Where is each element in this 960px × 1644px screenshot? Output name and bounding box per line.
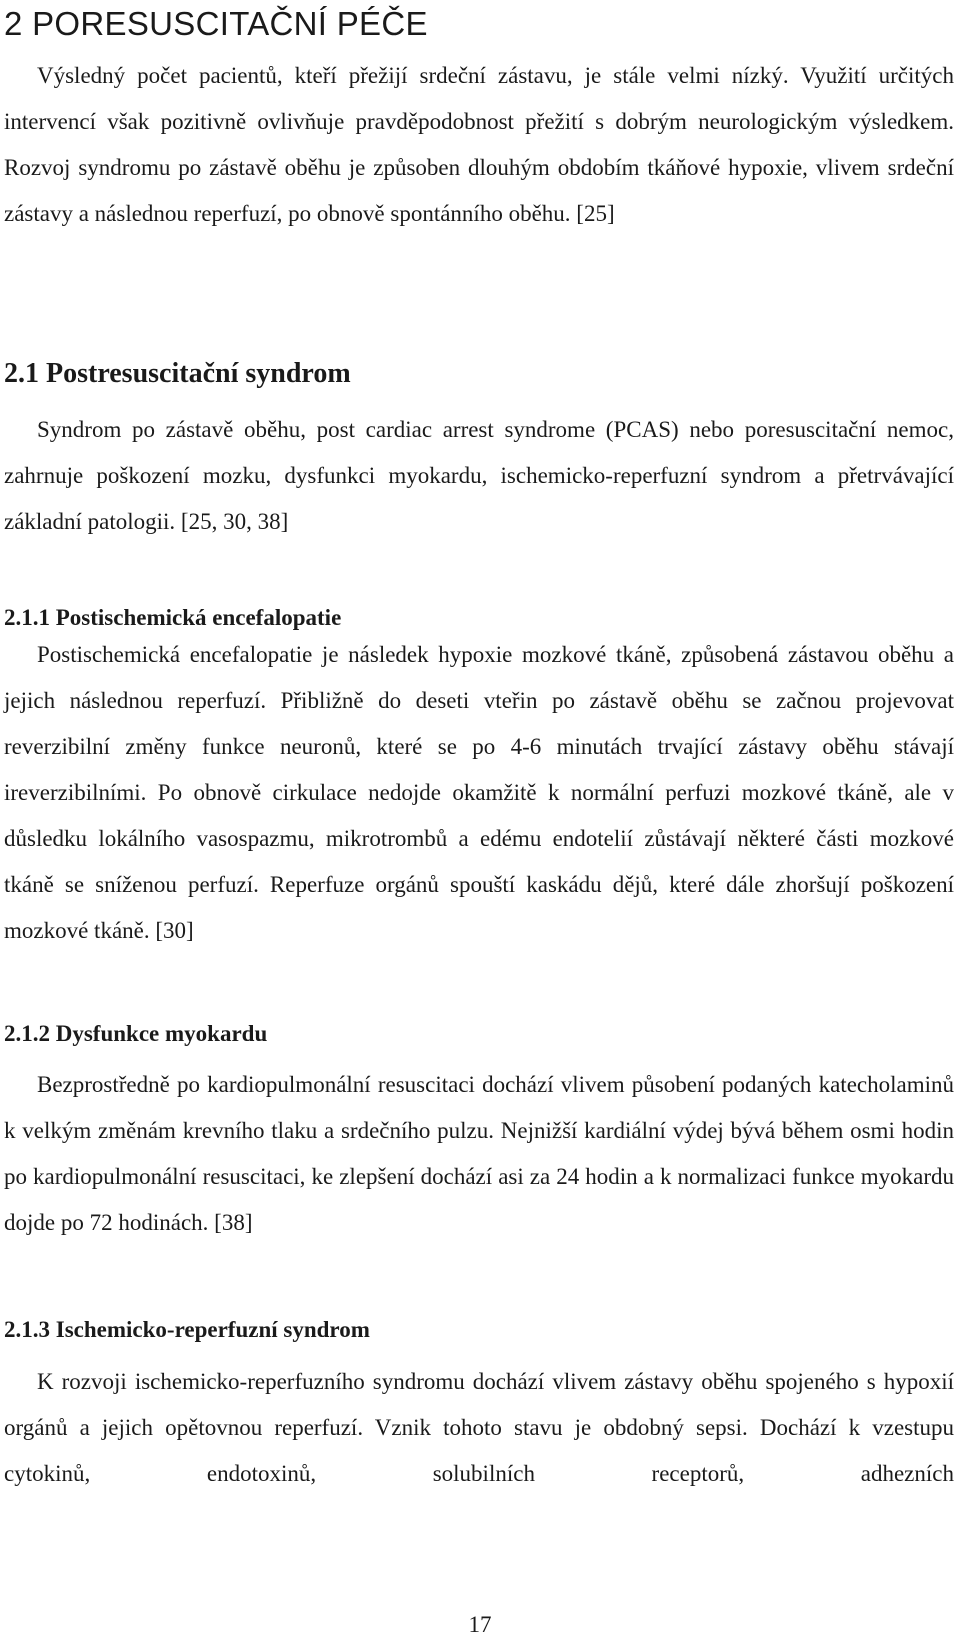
section-2-1-1-paragraph [4, 632, 954, 954]
page-number: 17 [468, 1612, 492, 1637]
section-2-1-paragraph [4, 407, 954, 545]
section-2-1-2-paragraph [4, 1062, 954, 1246]
section-2-1-2-heading: 2.1.2 Dysfunkce myokardu [4, 1021, 268, 1046]
section-2-1-3-heading: 2.1.3 Ischemicko-reperfuzní syndrom [4, 1317, 370, 1342]
section-2-1-heading: 2.1 Postresuscitační syndrom [4, 358, 351, 389]
section-2-1-text: Syndrom po zástavě oběhu, post cardiac arrest syndrome (PCAS) nebo poresuscitační nemoc, zahrnuje poškození mozku, dysfunkci myokardu, ischemicko-reperfuzní syndrom a přetrvávající základní patologii. [25, 30, 38] [4, 417, 954, 534]
section-2-1-3-text: K rozvoji ischemicko-reperfuzního syndromu dochází vlivem zástavy oběhu spojeného s hypoxií orgánů a jejich opětovnou reperfuzí. Vznik tohoto stavu je obdobný sepsi. Dochází k vzestupu cytokinů, endotoxinů, solubilních receptorů, adhezních [4, 1369, 954, 1486]
section-2-1-3-paragraph [4, 1359, 954, 1497]
section-2-1-1-heading: 2.1.1 Postischemická encefalopatie [4, 605, 342, 630]
section-2-1-2-text: Bezprostředně po kardiopulmonální resuscitaci dochází vlivem působení podaných katecholaminů k velkým změnám krevního tlaku a srdečního pulzu. Nejnižší kardiální výdej bývá během osmi hodin po kardiopulmonální resuscitaci, ke zlepšení dochází asi za 24 hodin a k normalizaci funkce myokardu dojde po 72 hodinách. [38] [4, 1072, 954, 1235]
chapter-title: 2 PORESUSCITAČNÍ PÉČE [4, 5, 428, 42]
section-2-1-1-text: Postischemická encefalopatie je následek hypoxie mozkové tkáně, způsobená zástavou oběhu a jejich následnou reperfuzí. Přibližně do deseti vteřin po zástavě oběhu se začnou projevovat reverzibilní změny funkce neuronů, které se po 4-6 minutách trvající zástavy oběhu stávají ireverzibilními. Po obnově cirkulace nedojde okamžitě k normální perfuzi mozkové tkáně, ale v důsledku lokálního vasospazmu, mikrotrombů a edému endotelií zůstávají některé části mozkové tkáně se sníženou perfuzí. Reperfuze orgánů spouští kaskádu dějů, které dále zhoršují poškození mozkové tkáně. [30] [4, 642, 954, 943]
chapter-intro-paragraph [4, 53, 954, 237]
chapter-intro-text: Výsledný počet pacientů, kteří přežijí srdeční zástavu, je stále velmi nízký. Využití určitých intervencí však pozitivně ovlivňuje pravděpodobnost přežití s dobrým neurologickým výsledkem. Rozvoj syndromu po zástavě oběhu je způsoben dlouhým obdobím tkáňové hypoxie, vlivem srdeční zástavy a následnou reperfuzí, po obnově spontánního oběhu. [25] [4, 63, 954, 226]
